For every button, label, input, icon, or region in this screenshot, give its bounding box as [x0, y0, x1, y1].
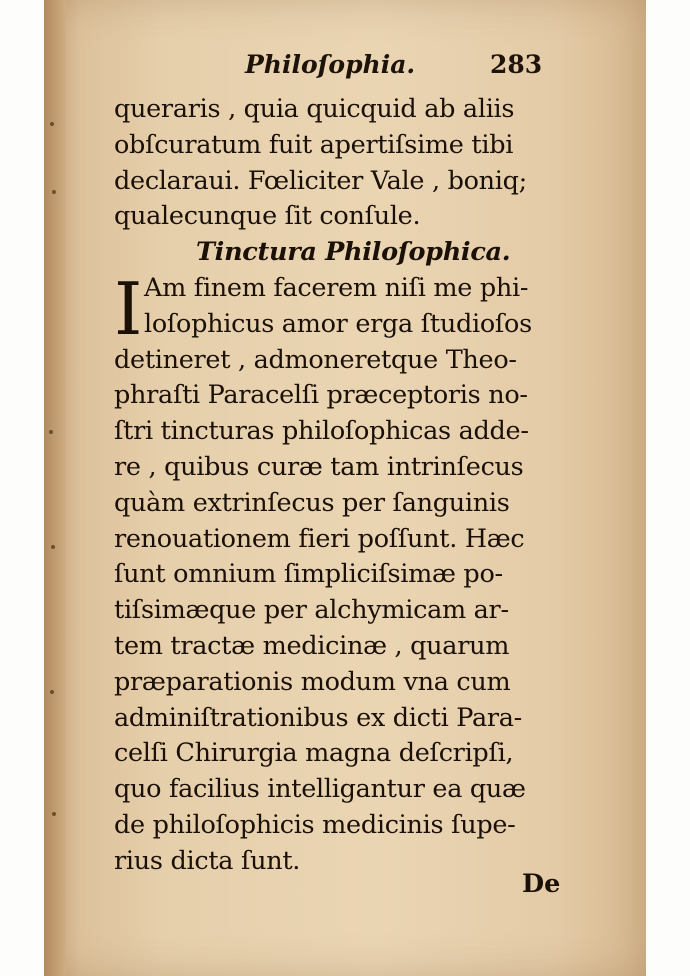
text-line: detineret , admoneretque Theo- — [114, 344, 517, 375]
margin-ink-mark — [52, 190, 56, 194]
text-line: celſi Chirurgia magna deſcripſi, — [114, 738, 514, 769]
text-line: præparationis modum vna cum — [114, 666, 511, 697]
text-line: rius dicta ſunt. — [114, 845, 301, 876]
body-text — [114, 92, 564, 880]
drop-initial: I — [114, 267, 143, 351]
margin-ink-mark — [50, 690, 54, 694]
text-line: loſophicus amor erga ſtudioſos — [144, 308, 532, 339]
margin-ink-mark — [52, 812, 56, 816]
section-heading: Tinctura Philoſophica. — [196, 237, 511, 268]
text-line: quàm extrinſecus per ſanguinis — [114, 487, 510, 518]
text-line: re , quibus curæ tam intrinſecus — [114, 451, 524, 482]
text-line: adminiſtrationibus ex dicti Para- — [114, 702, 522, 733]
text-line: phraſti Paracelſi præceptoris no- — [114, 380, 528, 411]
text-line: Am finem facerem niſi me phi- — [144, 272, 529, 303]
text-line: tiſsimæque per alchymicam ar- — [114, 595, 509, 626]
text-line: qualecunque ſit conſule. — [114, 201, 421, 232]
margin-ink-mark — [49, 430, 53, 434]
text-line: tem tractæ medicinæ , quarum — [114, 630, 510, 661]
page-number: 283 — [490, 50, 543, 79]
text-line: queraris , quia quicquid ab aliis — [114, 94, 515, 124]
text-line: quo facilius intelligantur ea quæ — [114, 774, 526, 805]
margin-ink-mark — [50, 122, 54, 126]
text-line: ſunt omnium ſimpliciſsimæ po- — [114, 559, 503, 590]
running-title: Philoſophia. — [245, 50, 416, 79]
margin-ink-mark — [51, 545, 55, 549]
catchword: De — [522, 869, 561, 899]
text-line: ſtri tincturas philoſophicas adde- — [114, 416, 529, 447]
text-line: obſcuratum fuit apertiſsime tibi — [114, 129, 514, 160]
page-gutter — [44, 0, 66, 976]
text-line: renouationem fieri poſſunt. Hæc — [114, 523, 525, 554]
text-line: de philoſophicis medicinis ſupe- — [114, 809, 516, 840]
text-line: declaraui. Fœliciter Vale , boniq; — [114, 165, 527, 196]
page-header — [110, 50, 550, 86]
